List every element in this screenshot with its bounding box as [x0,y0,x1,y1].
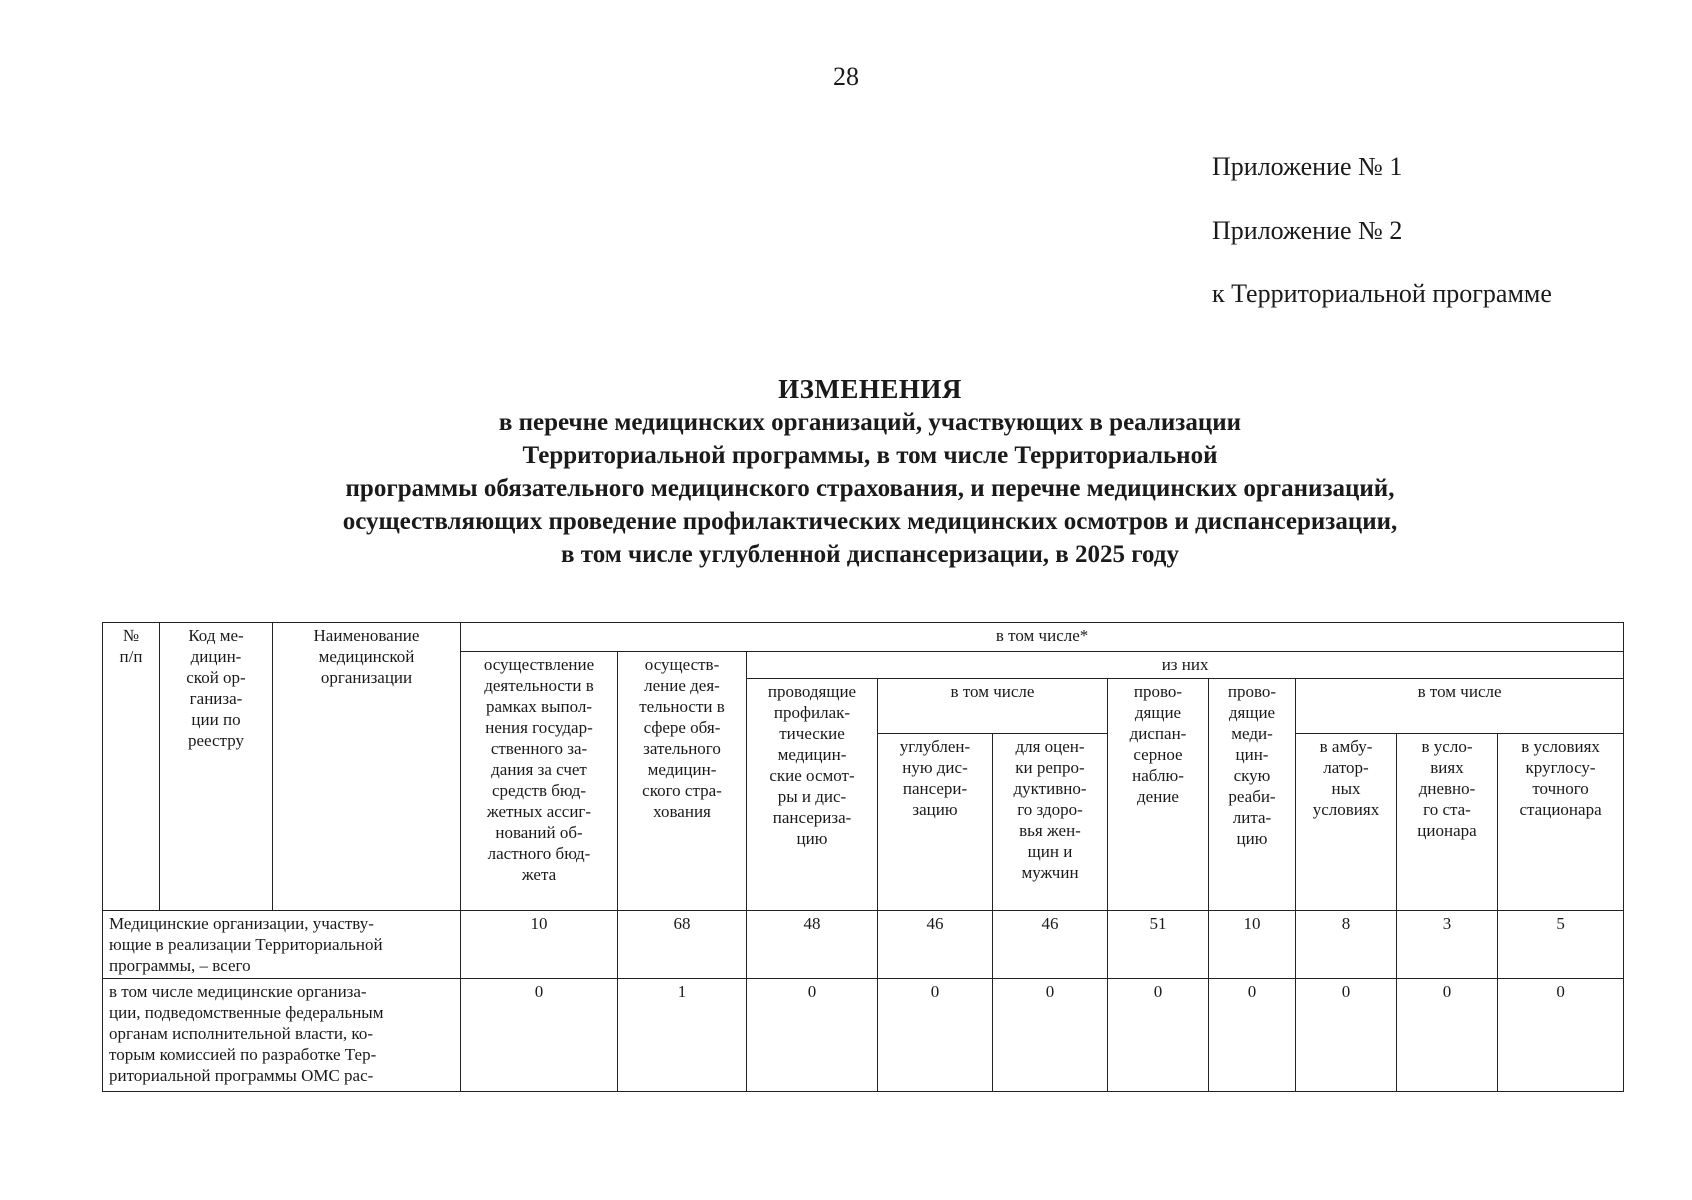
value-cell: 68 [618,911,747,979]
header-deep-disp: углублен- ную дис- пансери- зацию [878,734,993,911]
value-cell: 1 [618,979,747,1092]
value-cell: 10 [1209,911,1296,979]
value-cell: 10 [461,911,618,979]
header-including-3: в том числе [1296,679,1624,734]
value-cell: 51 [1108,911,1209,979]
table-row [103,911,1624,979]
value-cell: 46 [878,911,993,979]
appendix-line-1: Приложение № 1 [1212,152,1403,181]
value-cell: 0 [747,979,878,1092]
organizations-table [102,622,1624,1092]
row-label: в том числе медицинские организа- ции, подведомственные федеральным органам исполнительной власти, ко- торым комиссией по разработке Тер- риториальной программы ОМС рас- [103,979,461,1092]
header-repro: для оцен- ки репро- дуктивно- го здоро- вья жен- щин и мужчин [993,734,1108,911]
header-of-them: из них [747,652,1624,679]
value-cell: 0 [1296,979,1397,1092]
value-cell: 5 [1498,911,1624,979]
appendix-line-2: Приложение № 2 [1212,216,1403,245]
header-oms: осуществ- ление дея- тельности в сфере обя- зательного медицин- ского стра- хования [618,652,747,911]
title-line-1: в перечне медицинских организаций, участвующих в реализации [498,409,1242,436]
header-dispensary: прово- дящие диспан- серное наблю- дение [1108,679,1209,911]
value-cell: 0 [878,979,993,1092]
page-number: 28 [833,62,859,91]
value-cell: 48 [747,911,878,979]
header-round-hosp: в условиях круглосу- точного стационара [1498,734,1624,911]
value-cell: 46 [993,911,1108,979]
title-line-5: в том числе углубленной диспансеризации, в 2025 году [561,541,1179,568]
header-code: Код ме- дицин- ской ор- ганиза- ции по реестру [160,623,273,911]
header-day-hosp: в усло- виях дневно- го ста- ционара [1397,734,1498,911]
title-line-2: Территориальной программы, в том числе Территориальной [522,442,1218,469]
title-line-3: программы обязательного медицинского страхования, и перечне медицинских организаций, [345,475,1395,502]
header-num: № п/п [103,623,160,911]
row-label: Медицинские организации, участву- ющие в реализации Территориальной программы, – всего [103,911,461,979]
value-cell: 0 [1209,979,1296,1092]
header-name: Наименование медицинской организации [273,623,461,911]
header-ambulatory: в амбу- латор- ных условиях [1296,734,1397,911]
value-cell: 0 [1108,979,1209,1092]
table-row [103,979,1624,1092]
title-heading: ИЗМЕНЕНИЯ [778,374,962,404]
value-cell: 0 [1498,979,1624,1092]
value-cell: 3 [1397,911,1498,979]
appendix-line-3: к Территориальной программе [1212,279,1552,308]
header-rehab: прово- дящие меди- цин- скую реаби- лита- цию [1209,679,1296,911]
header-prof-exams: проводящие профилак- тические медицин- ские осмот- ры и дис- пансериза- цию [747,679,878,911]
value-cell: 0 [993,979,1108,1092]
header-including-2: в том числе [878,679,1108,734]
value-cell: 0 [461,979,618,1092]
title-line-4: осуществляющих проведение профилактических медицинских осмотров и диспансеризации, [342,508,1398,535]
document-title [100,373,1640,571]
value-cell: 0 [1397,979,1498,1092]
value-cell: 8 [1296,911,1397,979]
header-state-task: осуществление деятельности в рамках выпол- нения государ- ственного за- дания за счет средств бюд- жетных ассиг- нований об- ластного бюд- жета [461,652,618,911]
header-including: в том числе* [461,623,1624,652]
